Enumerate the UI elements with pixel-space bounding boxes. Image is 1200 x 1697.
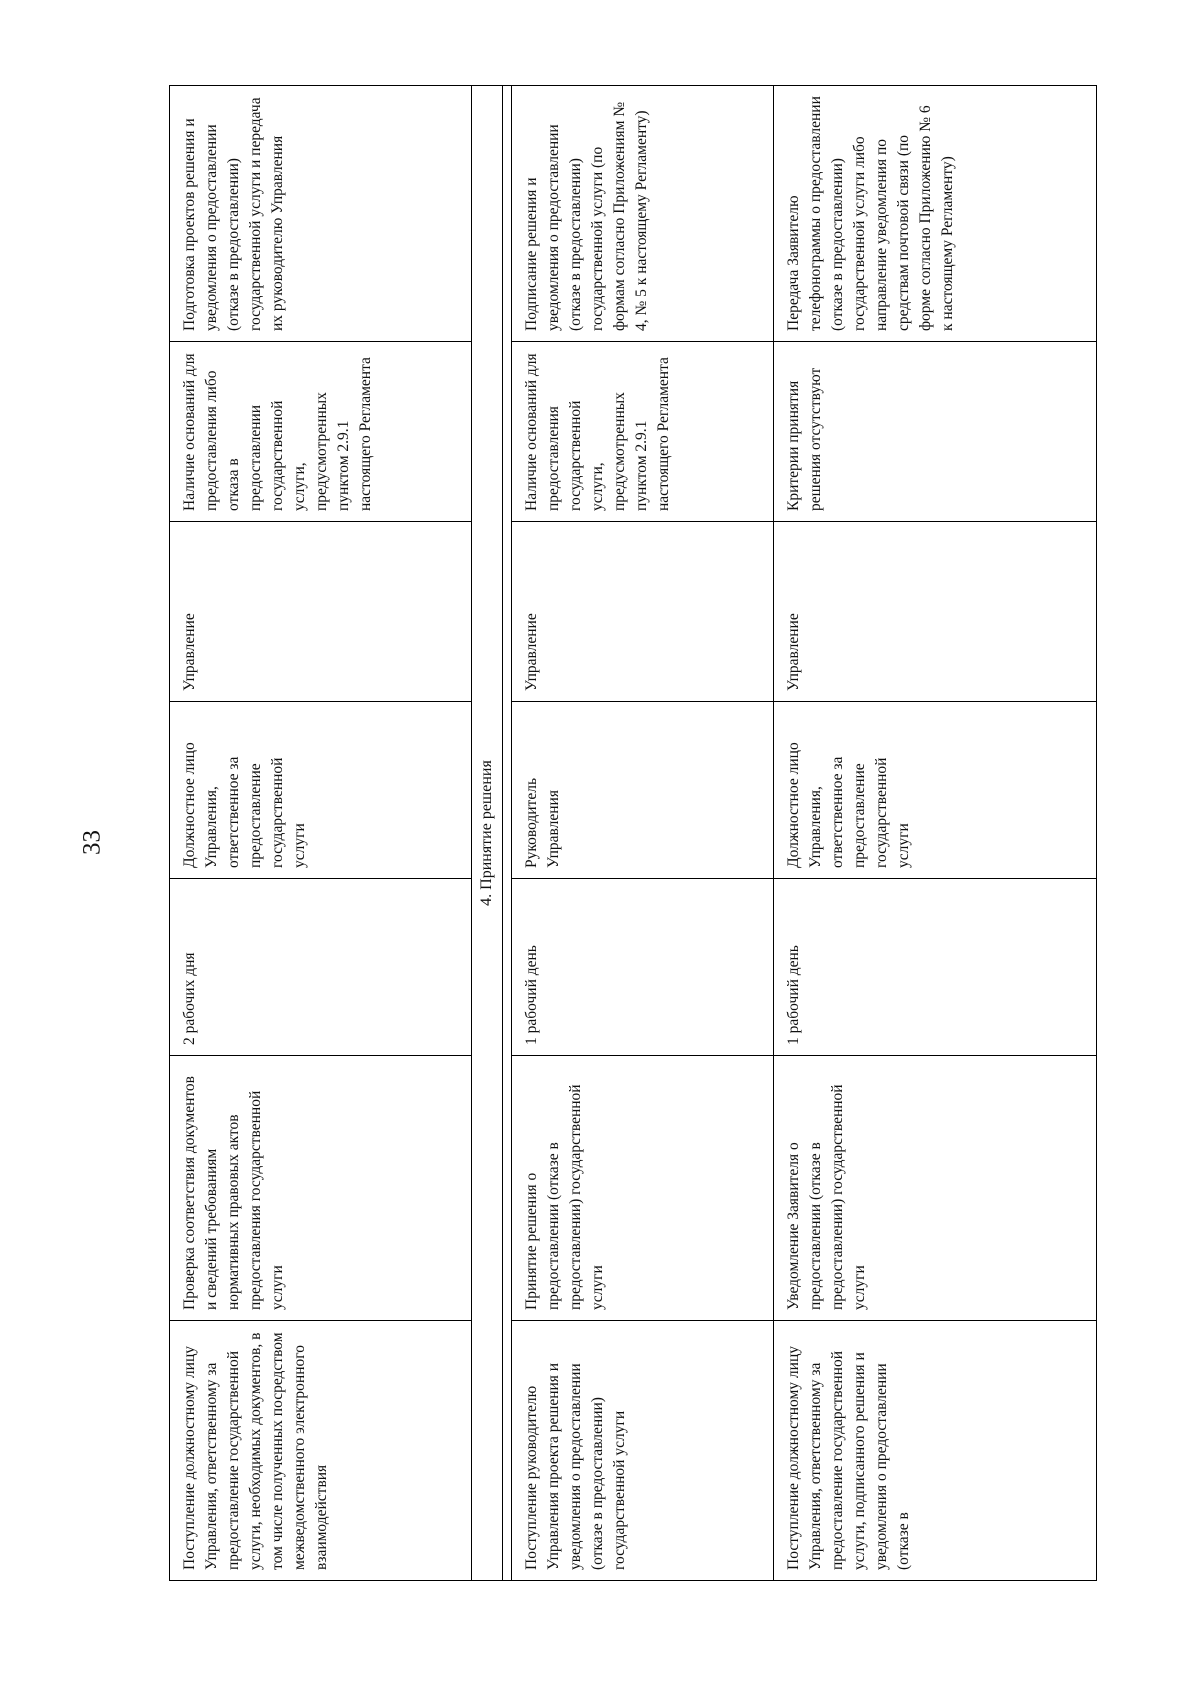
cell-basis: Поступление должностному лицу Управления, ответственному за предоставление государственной услуги, подписанного решения и уведомления о предоставлении (отказе в — [774, 1321, 1097, 1581]
cell-criteria: Критерии принятия решения отсутствуют — [774, 342, 1097, 522]
table-row — [170, 86, 472, 1581]
cell-place: Управление — [170, 522, 472, 702]
rotated-table-container — [169, 86, 1094, 1581]
table-row — [512, 86, 774, 1581]
page-number: 33 — [78, 830, 106, 855]
cell-official: Должностное лицо Управления, ответственное за предоставление государственной услуги — [170, 702, 472, 879]
table-row — [774, 86, 1097, 1581]
cell-basis: Поступление руководителю Управления проекта решения и уведомления о предоставлении (отказе в предоставлении) государственной услуги — [512, 1321, 774, 1581]
cell-basis: Поступление должностному лицу Управления, ответственному за предоставление государственной услуги, необходимых документов, в том числе полученных посредством межведомственного электронного взаимодействия — [170, 1321, 472, 1581]
spacer-cell — [503, 86, 512, 1581]
cell-criteria: Наличие оснований для предоставления государственной услуги, предусмотренных пунктом 2.9.1 настоящего Регламента — [512, 342, 774, 522]
cell-action: Уведомление Заявителя о предоставлении (отказе в предоставлении) государственной услуги — [774, 1056, 1097, 1321]
cell-result: Подписание решения и уведомления о предоставлении (отказе в предоставлении) государственной услуги (по формам согласно Приложениям № 4, № 5 к настоящему Регламенту) — [512, 86, 774, 342]
cell-action: Принятие решения о предоставлении (отказе в предоставлении) государственной услуги — [512, 1056, 774, 1321]
cell-result: Передача Заявителю телефонограммы о предоставлении (отказе в предоставлении) государственной услуги либо направление уведомления по средствам почтовой связи (по форме согласно Приложению № 6 к настоящему Регламенту) — [774, 86, 1097, 342]
procedure-table — [169, 85, 1097, 1581]
spacer-row — [503, 86, 512, 1581]
cell-term: 1 рабочий день — [512, 879, 774, 1056]
cell-criteria: Наличие оснований для предоставления либо отказа в предоставлении государственной услуги, предусмотренных пунктом 2.9.1 настоящего Регламента — [170, 342, 472, 522]
section-title: 4. Принятие решения — [472, 86, 503, 1581]
cell-place: Управление — [512, 522, 774, 702]
cell-term: 2 рабочих дня — [170, 879, 472, 1056]
cell-action: Проверка соответствия документов и сведений требованиям нормативных правовых актов предоставления государственной услуги — [170, 1056, 472, 1321]
cell-result: Подготовка проектов решения и уведомления о предоставлении (отказе в предоставлении) государственной услуги и передача их руководителю Управления — [170, 86, 472, 342]
cell-official: Должностное лицо Управления, ответственное за предоставление государственной услуги — [774, 702, 1097, 879]
cell-place: Управление — [774, 522, 1097, 702]
section-row — [472, 86, 503, 1581]
cell-term: 1 рабочий день — [774, 879, 1097, 1056]
cell-official: Руководитель Управления — [512, 702, 774, 879]
